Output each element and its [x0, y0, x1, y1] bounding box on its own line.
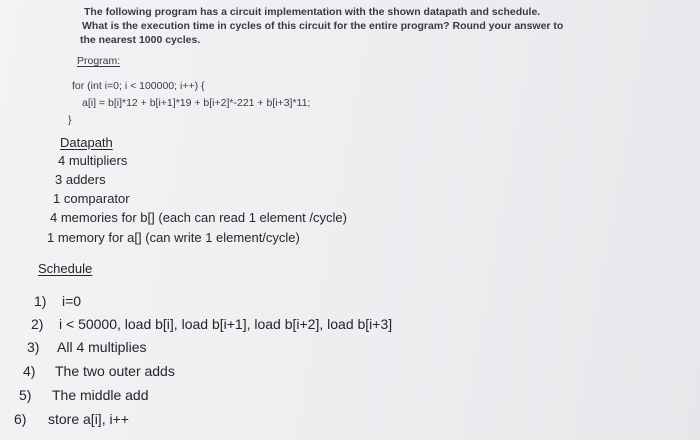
schedule-step [23, 363, 175, 379]
schedule-step [19, 387, 149, 403]
datapath-item: 4 multipliers [58, 153, 128, 168]
schedule-step-number: 4) [23, 363, 36, 379]
schedule-step-text: i < 50000, load b[i], load b[i+1], load b[i+2], load b[i+3] [59, 316, 393, 332]
program-line-1: for (int i=0; i < 100000; i++) { [72, 80, 205, 92]
schedule-step-number: 6) [14, 411, 27, 427]
schedule-step-number: 5) [19, 387, 32, 403]
schedule-step [14, 411, 129, 427]
schedule-step [31, 316, 392, 332]
question-line-3: the nearest 1000 cycles. [80, 34, 201, 46]
datapath-item: 4 memories for b[] (each can read 1 element /cycle) [50, 210, 347, 225]
datapath-item: 1 memory for a[] (can write 1 element/cycle) [47, 230, 300, 245]
program-line-2: a[i] = b[i]*12 + b[i+1]*19 + b[i+2]*-221 + b[i+3]*11; [82, 97, 311, 109]
schedule-step-number: 1) [34, 293, 47, 309]
schedule-step-text: store a[i], i++ [48, 411, 129, 427]
schedule-step-text: The two outer adds [55, 363, 175, 379]
schedule-heading: Schedule [38, 261, 93, 276]
datapath-item: 3 adders [55, 172, 106, 187]
question-line-2: What is the execution time in cycles of this circuit for the entire program? Round your answer to [82, 20, 564, 32]
schedule-step-text: The middle add [52, 387, 149, 403]
datapath-item: 1 comparator [53, 191, 130, 206]
schedule-step [27, 339, 146, 355]
schedule-step-number: 3) [27, 339, 40, 355]
schedule-step [34, 293, 81, 309]
program-line-3: } [68, 114, 72, 126]
question-line-1: The following program has a circuit implementation with the shown datapath and schedule. [84, 6, 541, 18]
schedule-step-number: 2) [31, 316, 44, 332]
schedule-step-text: i=0 [62, 293, 82, 309]
datapath-heading: Datapath [60, 135, 113, 150]
program-heading: Program: [77, 55, 121, 67]
schedule-step-text: All 4 multiplies [57, 339, 147, 355]
